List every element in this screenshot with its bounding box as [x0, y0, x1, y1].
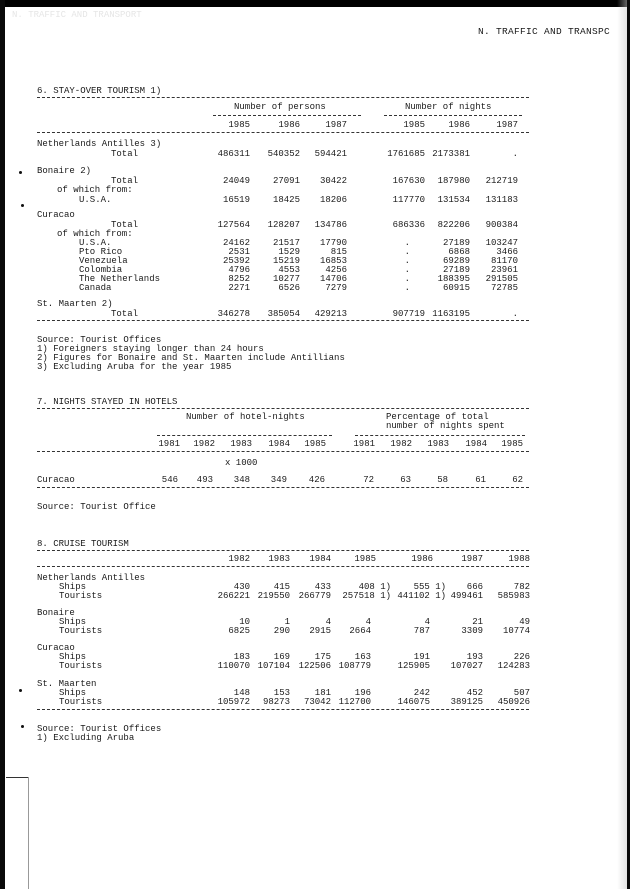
- row-label: The Netherlands: [79, 274, 161, 284]
- cell: 415: [273, 582, 290, 592]
- scan-left-border: [0, 0, 5, 889]
- rule: [37, 550, 529, 551]
- cell: 907719: [392, 309, 425, 319]
- cell: .: [512, 149, 518, 159]
- cell: 153: [273, 688, 290, 698]
- cell: 124283: [497, 661, 530, 671]
- cell: 193: [466, 652, 483, 662]
- col-year: 1981: [353, 439, 375, 449]
- cell: 450926: [497, 697, 530, 707]
- margin-dot: [19, 689, 22, 692]
- cell: 2664: [349, 626, 371, 636]
- cell: 4: [325, 617, 331, 627]
- cell: 212719: [485, 176, 518, 186]
- cell: 348: [233, 475, 250, 485]
- source-note: Source: Tourist Offices: [37, 724, 162, 734]
- cell: .: [404, 247, 410, 257]
- cell: 72: [363, 475, 374, 485]
- row-label: Total: [111, 309, 139, 319]
- cell: 25392: [222, 256, 250, 266]
- cell: 27189: [442, 238, 470, 248]
- cell: 2915: [309, 626, 331, 636]
- footnote: 2) Figures for Bonaire and St. Maarten include Antillians: [37, 353, 345, 363]
- cell: 63: [400, 475, 411, 485]
- cell: 18425: [272, 195, 300, 205]
- cell: 782: [513, 582, 530, 592]
- cell: .: [404, 265, 410, 275]
- col-year: 1986: [448, 120, 470, 130]
- cell: 21517: [272, 238, 300, 248]
- col-year: 1982: [228, 554, 250, 564]
- cell: 266221: [217, 591, 250, 601]
- crop-mark: [6, 777, 28, 778]
- cell: 21: [472, 617, 483, 627]
- scan-top-border: [0, 0, 630, 7]
- cell: 134786: [314, 220, 347, 230]
- cell: 73042: [303, 697, 331, 707]
- cell: 2271: [228, 283, 250, 293]
- section-label: Netherlands Antilles: [37, 573, 146, 583]
- cell: 507: [513, 688, 530, 698]
- cell: 30422: [319, 176, 347, 186]
- cell: 58: [437, 475, 448, 485]
- cell: 290: [273, 626, 290, 636]
- cell: 787: [413, 626, 430, 636]
- cell: 546: [161, 475, 178, 485]
- group-header-percentage: Percentage of total: [386, 412, 489, 422]
- margin-dot: [19, 171, 22, 174]
- cell: .: [404, 274, 410, 284]
- rule: [37, 487, 529, 488]
- cell: 107027: [450, 661, 483, 671]
- col-year: 1983: [427, 439, 449, 449]
- cell: 389125: [450, 697, 483, 707]
- col-year: 1985: [354, 554, 376, 564]
- cell: 98273: [262, 697, 290, 707]
- row-label: Tourists: [59, 591, 103, 601]
- cell: 72785: [490, 283, 518, 293]
- col-year: 1984: [465, 439, 487, 449]
- group-header-percentage-2: number of nights spent: [386, 421, 505, 431]
- cell: 16519: [222, 195, 250, 205]
- row-label: Colombia: [79, 265, 123, 275]
- cell: 27091: [272, 176, 300, 186]
- footnote: 1) Foreigners staying longer than 24 hours: [37, 344, 264, 354]
- cell: 1761685: [387, 149, 425, 159]
- table6-title: 6. STAY-OVER TOURISM 1): [37, 86, 162, 96]
- row-label: Pto Rico: [79, 247, 123, 257]
- cell: 183: [233, 652, 250, 662]
- cell: 815: [330, 247, 347, 257]
- cell: 219550: [257, 591, 290, 601]
- col-year: 1982: [390, 439, 412, 449]
- cell: 10774: [502, 626, 530, 636]
- cell: 187980: [437, 176, 470, 186]
- col-year: 1982: [193, 439, 215, 449]
- cell: 1: [284, 617, 290, 627]
- cell: .: [404, 283, 410, 293]
- cell: 430: [233, 582, 250, 592]
- section-label: Bonaire 2): [37, 166, 92, 176]
- cell: 585983: [497, 591, 530, 601]
- cell: 14706: [319, 274, 347, 284]
- cell: 426: [308, 475, 325, 485]
- cell: 188395: [437, 274, 470, 284]
- source-note: Source: Tourist Offices: [37, 335, 162, 345]
- section-label: St. Maarten: [37, 679, 97, 689]
- cell: 555 1): [413, 582, 446, 592]
- col-year: 1983: [230, 439, 252, 449]
- cell: 27189: [442, 265, 470, 275]
- cell: 105972: [217, 697, 250, 707]
- cell: 10277: [272, 274, 300, 284]
- cell: 167630: [392, 176, 425, 186]
- group-header-persons: Number of persons: [234, 102, 326, 112]
- cell: 666: [466, 582, 483, 592]
- rule: [37, 320, 529, 321]
- cell: 6825: [228, 626, 250, 636]
- cell: 486311: [217, 149, 250, 159]
- col-year: 1985: [304, 439, 326, 449]
- section-label: Netherlands Antilles 3): [37, 139, 162, 149]
- cell: 2531: [228, 247, 250, 257]
- section-label: Curacao: [37, 210, 75, 220]
- cell: 24049: [222, 176, 250, 186]
- cell: 128207: [267, 220, 300, 230]
- cell: 175: [314, 652, 331, 662]
- running-head: N. TRAFFIC AND TRANSPC: [478, 26, 611, 37]
- cell: 23961: [490, 265, 518, 275]
- col-year: 1983: [268, 554, 290, 564]
- cell: .: [404, 256, 410, 266]
- row-label: Total: [111, 220, 139, 230]
- rule: [37, 566, 529, 567]
- cell: 131534: [437, 195, 470, 205]
- cell: 17790: [319, 238, 347, 248]
- row-label: Ships: [59, 617, 87, 627]
- footnote: 1) Excluding Aruba: [37, 733, 135, 743]
- cell: 349: [270, 475, 287, 485]
- cell: 346278: [217, 309, 250, 319]
- cell: 61: [475, 475, 486, 485]
- col-year: 1984: [309, 554, 331, 564]
- cell: 181: [314, 688, 331, 698]
- row-label: Total: [111, 149, 139, 159]
- of-which-label: of which from:: [57, 229, 133, 239]
- cell: 146075: [397, 697, 430, 707]
- row-label: Total: [111, 176, 139, 186]
- of-which-label: of which from:: [57, 185, 133, 195]
- row-label: U.S.A.: [79, 238, 112, 248]
- cell: 1529: [278, 247, 300, 257]
- cell: 103247: [485, 238, 518, 248]
- rule: [213, 115, 361, 116]
- cell: 900384: [485, 220, 518, 230]
- cell: 8252: [228, 274, 250, 284]
- group-header-hotel-nights: Number of hotel-nights: [186, 412, 305, 422]
- cell: 822206: [437, 220, 470, 230]
- cell: 163: [354, 652, 371, 662]
- cell: 429213: [314, 309, 347, 319]
- section-label: St. Maarten 2): [37, 299, 113, 309]
- cell: 125905: [397, 661, 430, 671]
- cell: 81170: [490, 256, 518, 266]
- cell: 4256: [325, 265, 347, 275]
- cell: 2173381: [432, 149, 470, 159]
- cell: 493: [196, 475, 213, 485]
- cell: 3466: [496, 247, 518, 257]
- cell: 24162: [222, 238, 250, 248]
- group-header-nights: Number of nights: [405, 102, 492, 112]
- rule: [355, 435, 525, 436]
- rule: [37, 97, 529, 98]
- col-year: 1987: [496, 120, 518, 130]
- cell: 69289: [442, 256, 470, 266]
- row-label: Ships: [59, 652, 87, 662]
- cell: 127564: [217, 220, 250, 230]
- section-label: Curacao: [37, 643, 75, 653]
- col-year: 1984: [268, 439, 290, 449]
- cell: 169: [273, 652, 290, 662]
- table8-title: 8. CRUISE TOURISM: [37, 539, 129, 549]
- margin-dot: [21, 725, 24, 728]
- row-label: Tourists: [59, 697, 103, 707]
- cell: 191: [413, 652, 430, 662]
- cell: 441102 1): [397, 591, 446, 601]
- col-year: 1987: [325, 120, 347, 130]
- row-label: Curacao: [37, 475, 75, 485]
- cell: 7279: [325, 283, 347, 293]
- cell: .: [404, 238, 410, 248]
- cell: 452: [466, 688, 483, 698]
- rule: [157, 435, 332, 436]
- bleed-through-header: N. TRAFFIC AND TRANSPORT: [12, 10, 142, 20]
- footnote: 3) Excluding Aruba for the year 1985: [37, 362, 232, 372]
- cell: 257518 1): [342, 591, 391, 601]
- cell: 433: [314, 582, 331, 592]
- cell: 122506: [298, 661, 331, 671]
- cell: 15219: [272, 256, 300, 266]
- cell: 4: [365, 617, 371, 627]
- cell: 148: [233, 688, 250, 698]
- scan-right-shadow: [617, 0, 627, 889]
- cell: 686336: [392, 220, 425, 230]
- table7-title: 7. NIGHTS STAYED IN HOTELS: [37, 397, 178, 407]
- margin-dot: [21, 204, 24, 207]
- row-label: Tourists: [59, 626, 103, 636]
- cell: 10: [239, 617, 250, 627]
- col-year: 1981: [158, 439, 180, 449]
- cell: 60915: [442, 283, 470, 293]
- col-year: 1986: [411, 554, 433, 564]
- cell: 499461: [450, 591, 483, 601]
- cell: 4: [424, 617, 430, 627]
- cell: 110070: [217, 661, 250, 671]
- cell: 6526: [278, 283, 300, 293]
- cell: 49: [519, 617, 530, 627]
- cell: 540352: [267, 149, 300, 159]
- row-label: Venezuela: [79, 256, 128, 266]
- col-year: 1985: [403, 120, 425, 130]
- row-label: Ships: [59, 582, 87, 592]
- cell: 408 1): [358, 582, 391, 592]
- cell: 1163195: [432, 309, 470, 319]
- section-label: Bonaire: [37, 608, 75, 618]
- col-year: 1986: [278, 120, 300, 130]
- col-year: 1988: [508, 554, 530, 564]
- unit-label: x 1000: [225, 458, 258, 468]
- cell: 266779: [298, 591, 331, 601]
- col-year: 1985: [228, 120, 250, 130]
- cell: 18206: [319, 195, 347, 205]
- cell: 594421: [314, 149, 347, 159]
- rule: [37, 451, 529, 452]
- col-year: 1987: [461, 554, 483, 564]
- cell: 107104: [257, 661, 290, 671]
- cell: 196: [354, 688, 371, 698]
- cell: 242: [413, 688, 430, 698]
- cell: 3309: [461, 626, 483, 636]
- col-year: 1985: [501, 439, 523, 449]
- cell: 62: [512, 475, 523, 485]
- cell: 108779: [338, 661, 371, 671]
- row-label: U.S.A.: [79, 195, 112, 205]
- cell: 16853: [319, 256, 347, 266]
- cell: 112700: [338, 697, 371, 707]
- rule: [37, 408, 529, 409]
- cell: 6868: [448, 247, 470, 257]
- cell: 117770: [392, 195, 425, 205]
- cell: .: [512, 309, 518, 319]
- cell: 131183: [485, 195, 518, 205]
- source-note: Source: Tourist Office: [37, 502, 156, 512]
- rule: [37, 132, 529, 133]
- cell: 226: [513, 652, 530, 662]
- row-label: Tourists: [59, 661, 103, 671]
- cell: 4553: [278, 265, 300, 275]
- row-label: Ships: [59, 688, 87, 698]
- crop-line: [28, 777, 29, 889]
- cell: 4796: [228, 265, 250, 275]
- row-label: Canada: [79, 283, 112, 293]
- cell: 385054: [267, 309, 300, 319]
- rule: [37, 709, 529, 710]
- cell: 291505: [485, 274, 518, 284]
- rule: [384, 115, 522, 116]
